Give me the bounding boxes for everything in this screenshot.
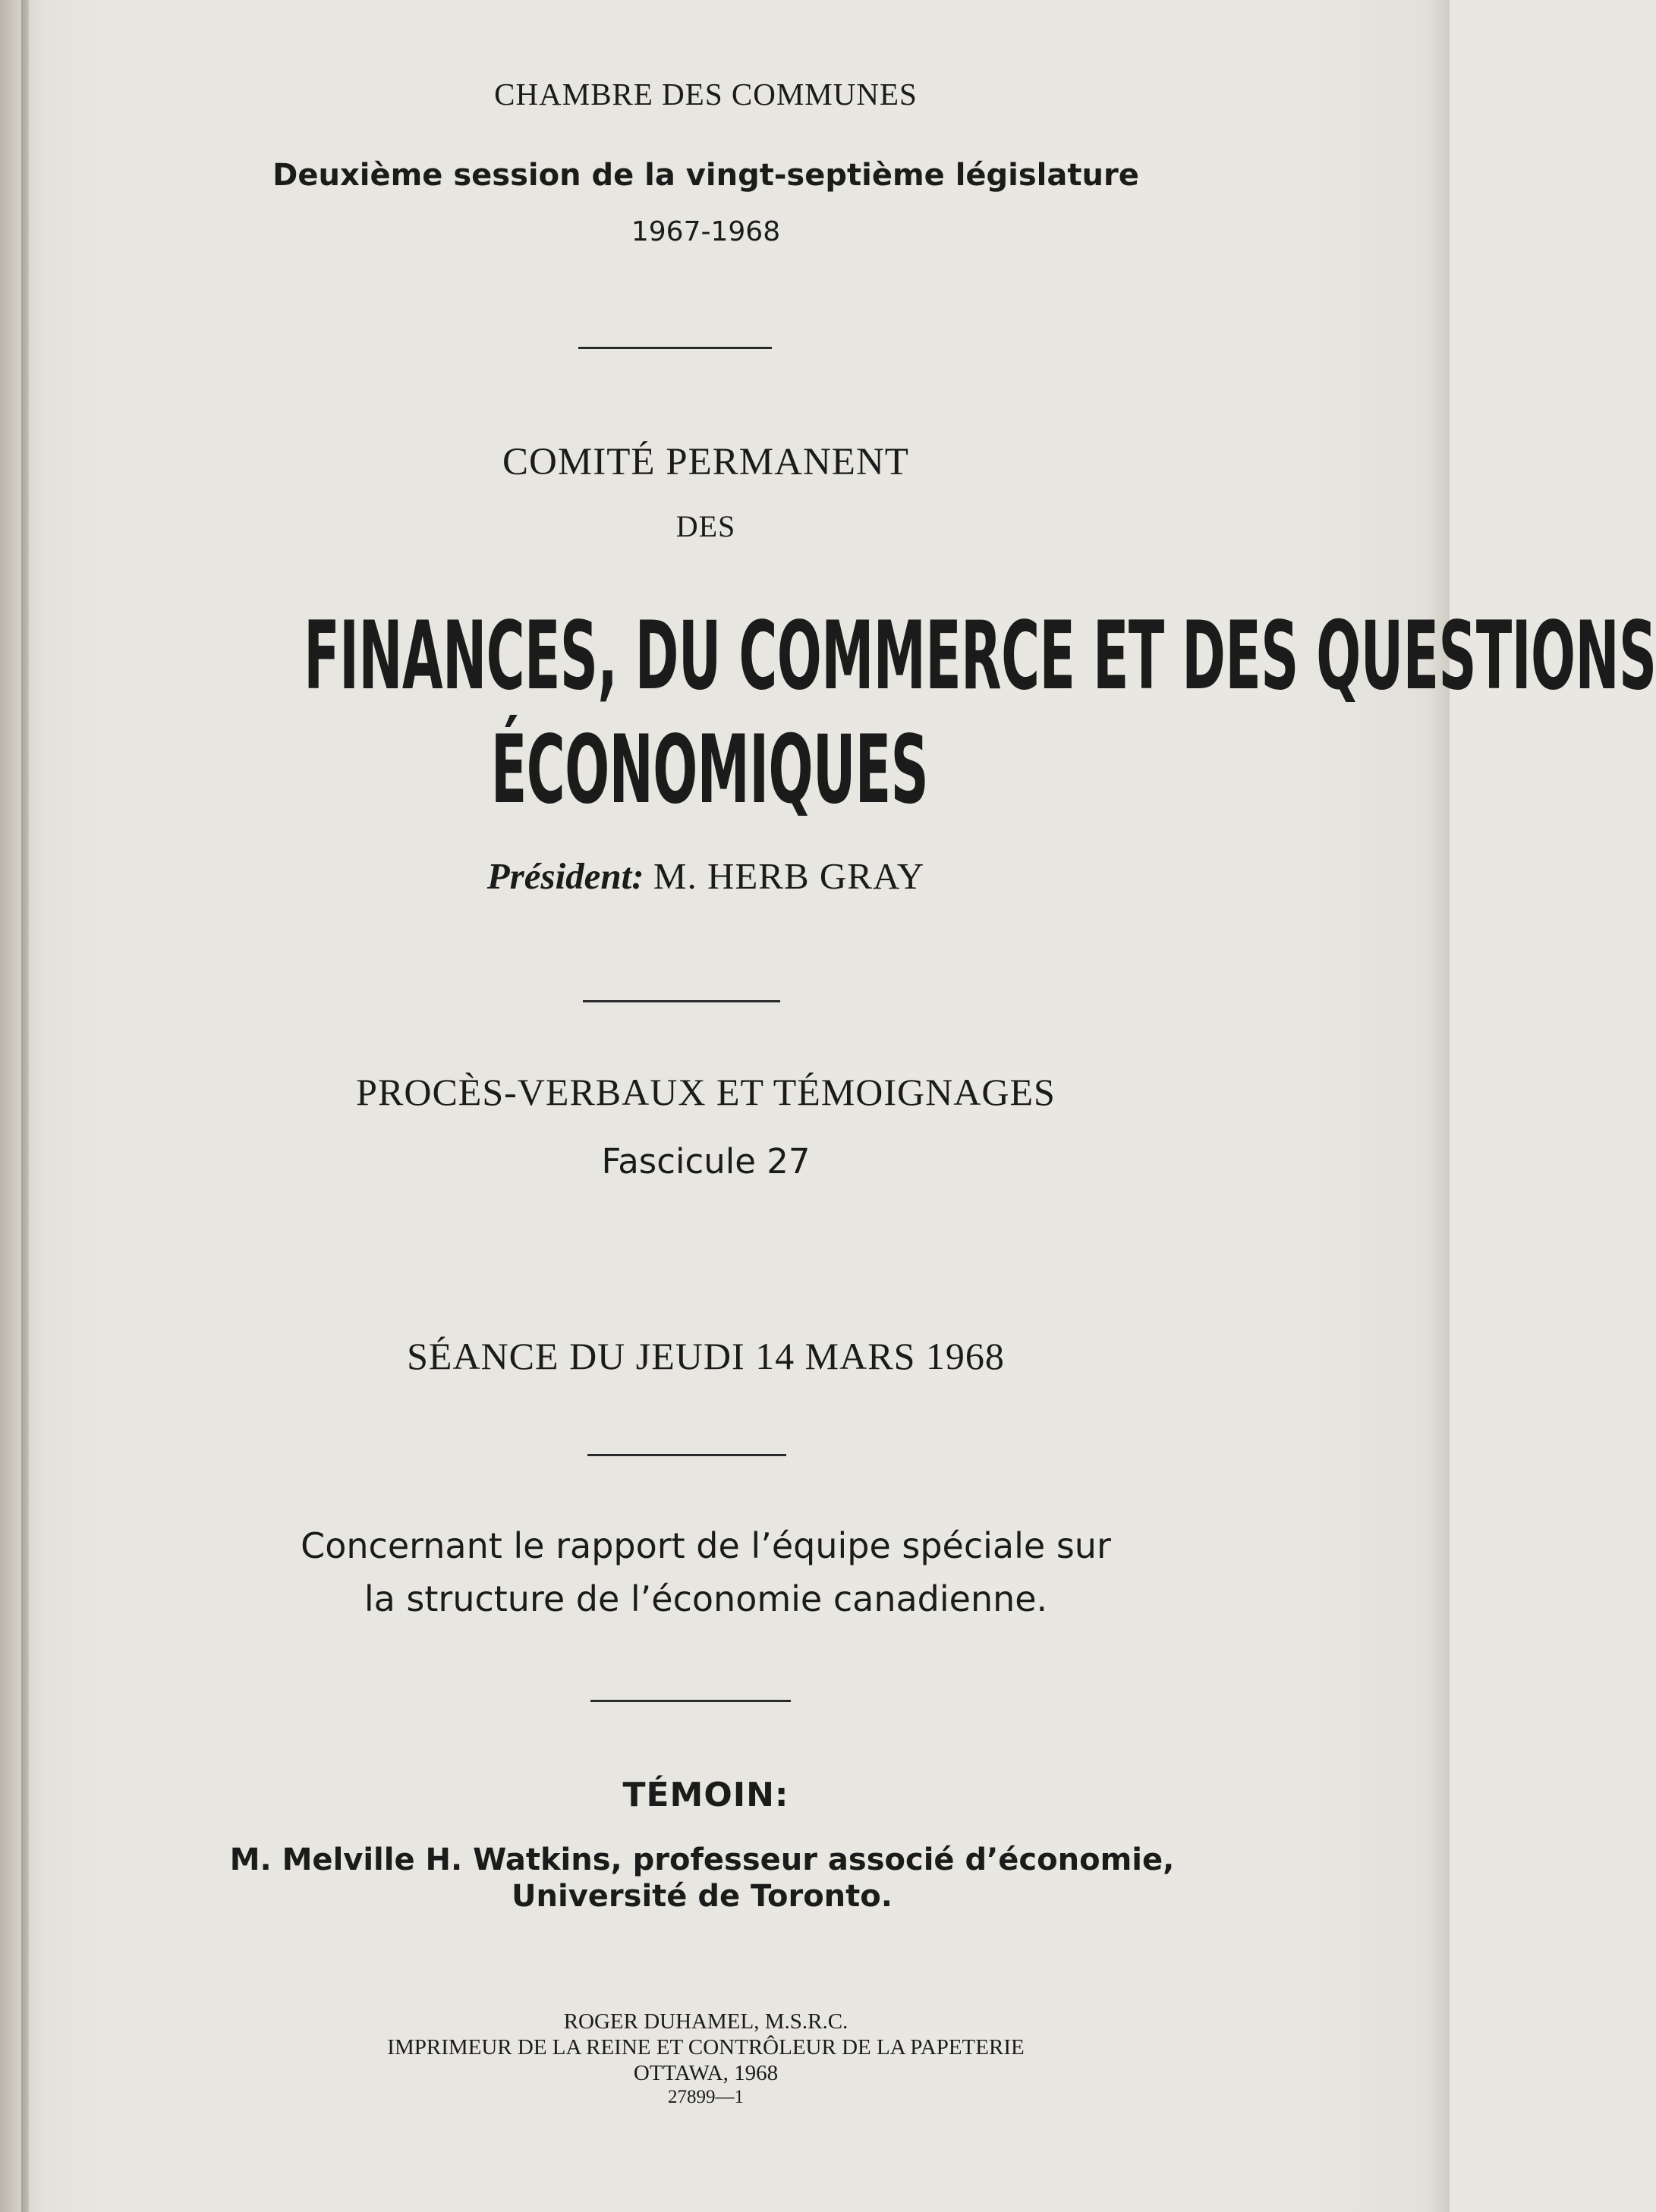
session-line: Deuxième session de la vingt-septième législature: [272, 158, 1139, 193]
divider-2: [583, 1000, 780, 1002]
fascicule-line: Fascicule 27: [601, 1141, 811, 1182]
committee-line1: COMITÉ PERMANENT: [502, 441, 909, 483]
subject-line2: la structure de l’économie canadienne.: [364, 1578, 1048, 1619]
divider-1: [578, 347, 772, 349]
printer-line2: IMPRIMEUR DE LA REINE ET CONTRÔLEUR DE LA PAPETERIE: [387, 2035, 1025, 2059]
divider-4: [590, 1700, 791, 1702]
sitting-date: SÉANCE DU JEUDI 14 MARS 1968: [407, 1335, 1005, 1377]
committee-line2: DES: [675, 509, 736, 543]
witness-line2: Université de Toronto.: [512, 1879, 893, 1914]
printer-line1: ROGER DUHAMEL, M.S.R.C.: [563, 2009, 848, 2034]
divider-3: [587, 1454, 786, 1456]
witness-heading: TÉMOIN:: [622, 1776, 789, 1814]
proceedings-title: PROCÈS-VERBAUX ET TÉMOIGNAGES: [356, 1071, 1056, 1113]
chamber-title: CHAMBRE DES COMMUNES: [494, 77, 918, 112]
subject-line1: Concernant le rapport de l’équipe spéciale sur: [301, 1525, 1111, 1566]
president-name: M. HERB GRAY: [653, 855, 925, 897]
witness-line1: M. Melville H. Watkins, professeur associé d’économie,: [229, 1842, 1175, 1877]
printer-line4: 27899—1: [668, 2087, 744, 2107]
committee-title-line1: FINANCES, DU COMMERCE ET DES QUESTIONS: [304, 602, 1656, 711]
president-line: [0, 854, 1431, 898]
president-label: Président:: [486, 855, 644, 897]
committee-title-line2: ÉCONOMIQUES: [490, 716, 929, 825]
years-line: 1967-1968: [631, 216, 781, 247]
printer-line3: OTTAWA, 1968: [633, 2061, 779, 2085]
